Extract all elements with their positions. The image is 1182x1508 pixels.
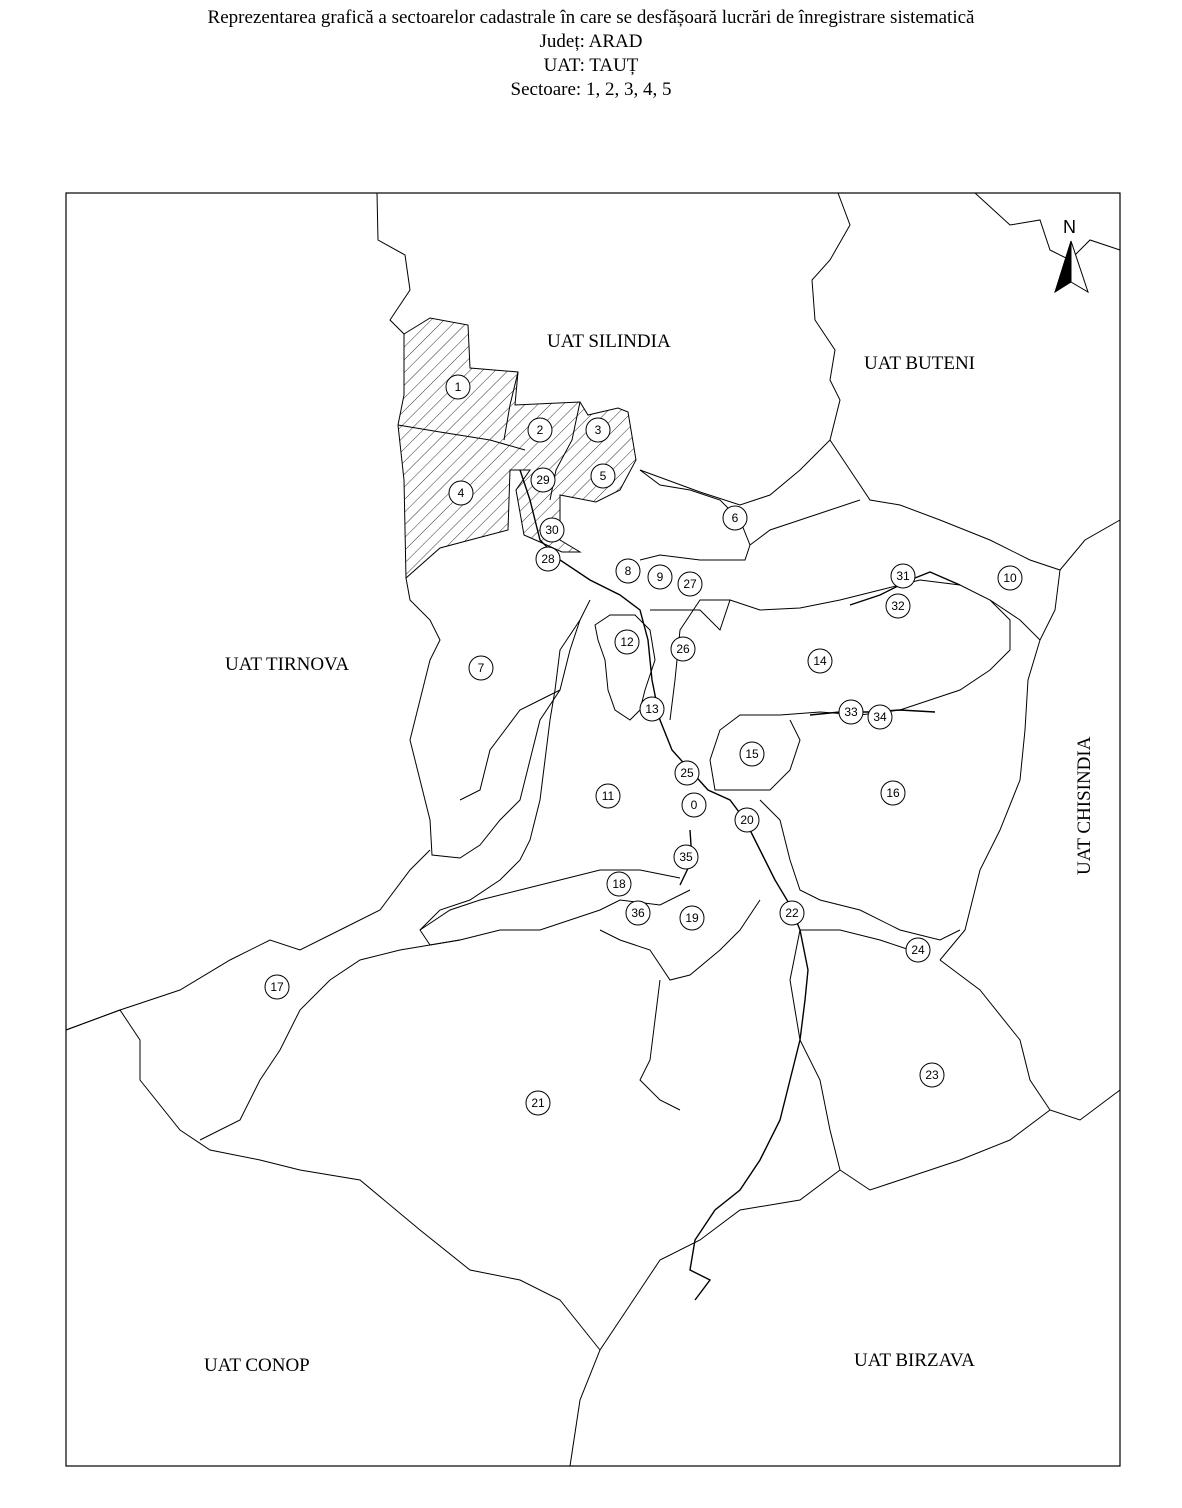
sector-marker-16 (881, 781, 905, 805)
sector-marker-14 (808, 649, 832, 673)
sector-marker-3 (586, 418, 610, 442)
sector-marker-27 (678, 572, 702, 596)
neighbour-label-chisindia: UAT CHISINDIA (1074, 736, 1095, 875)
sector-marker-33 (839, 700, 863, 724)
sector-number: 19 (685, 911, 699, 925)
sector-marker-30 (540, 518, 564, 542)
boundary-tirnova-conop (66, 850, 430, 1030)
sector-7-boundary (460, 690, 560, 800)
sector-marker-23 (920, 1063, 944, 1087)
neighbour-label-birzava: UAT BIRZAVA (854, 1350, 975, 1371)
river-main (520, 470, 808, 1300)
sector-marker-22 (780, 901, 804, 925)
sector-marker-19 (680, 906, 704, 930)
neighbour-label-conop: UAT CONOP (204, 1355, 310, 1376)
sector-number: 30 (545, 523, 559, 537)
neighbour-label-silindia: UAT SILINDIA (547, 331, 671, 352)
sector-number: 20 (740, 813, 754, 827)
boundary-birzava-west (790, 930, 1050, 1190)
sector-27-boundary (640, 500, 860, 560)
sector-number: 13 (645, 702, 659, 716)
sector-number: 27 (683, 577, 697, 591)
sector-marker-35 (674, 845, 698, 869)
boundary-buteni-east (830, 440, 1120, 570)
sector-number: 25 (680, 766, 694, 780)
sector-number: 6 (731, 511, 739, 525)
boundary-chisindia (940, 570, 1060, 960)
sector-marker-17 (265, 975, 289, 999)
sector-21-boundary (640, 980, 680, 1110)
sector-17-boundary (200, 940, 460, 1140)
sector-10-boundary (990, 600, 1040, 640)
sector-number: 14 (813, 654, 827, 668)
title-line-sectors: Sectoare: 1, 2, 3, 4, 5 (510, 79, 672, 100)
sector-marker-5 (591, 464, 615, 488)
boundary-silindia-buteni (640, 193, 850, 505)
sector-number: 0 (690, 798, 698, 812)
north-arrow-label: N (1063, 217, 1076, 237)
sector-14-boundary (710, 580, 1010, 760)
sector-markers (265, 375, 1022, 1115)
sector-number: 9 (656, 570, 664, 584)
sector-number: 16 (886, 786, 900, 800)
title-line-county: Județ: ARAD (539, 31, 643, 52)
sector-number: 33 (844, 705, 858, 719)
sector-number: 3 (594, 423, 602, 437)
sector-marker-12 (615, 630, 639, 654)
sector-19-boundary (600, 900, 760, 980)
sector-number: 5 (599, 469, 607, 483)
sector-number: 26 (676, 642, 690, 656)
sector-marker-1 (446, 375, 470, 399)
sector-marker-8 (616, 559, 640, 583)
boundary-silindia-tirnova (377, 193, 410, 334)
sector-marker-0 (682, 793, 706, 817)
sector-marker-29 (531, 468, 555, 492)
sector-marker-36 (626, 901, 650, 925)
north-arrow-left-half (1055, 241, 1071, 292)
sector-number: 17 (270, 980, 284, 994)
sector-marker-2 (528, 418, 552, 442)
north-arrow-right-half (1071, 241, 1088, 292)
sector-marker-13 (640, 697, 664, 721)
sector-18-boundary (540, 890, 690, 930)
sector-23-boundary (800, 930, 910, 950)
sector-marker-20 (735, 808, 759, 832)
boundary-conop-birzava (570, 1170, 840, 1466)
boundary-tirnova-taut (406, 578, 590, 858)
boundary-conop (66, 1010, 600, 1350)
boundary-birzava-east (940, 960, 1120, 1120)
sector-number: 32 (891, 599, 905, 613)
title-line-1: Reprezentarea grafică a sectoarelor cadastrale în care se desfășoară lucrări de înregistrare sistematică (207, 7, 975, 28)
sector-marker-9 (648, 565, 672, 589)
sector-number: 22 (785, 906, 799, 920)
sector-marker-24 (906, 938, 930, 962)
sector-number: 23 (925, 1068, 939, 1082)
sector-marker-18 (607, 872, 631, 896)
sector-11-west (420, 620, 580, 945)
sector-number: 34 (873, 710, 887, 724)
sector-number: 8 (624, 564, 632, 578)
sector-marker-6 (723, 506, 747, 530)
sector-marker-25 (675, 761, 699, 785)
sector-number: 10 (1003, 571, 1017, 585)
sector-marker-10 (998, 566, 1022, 590)
sector-marker-15 (740, 742, 764, 766)
sector-number: 1 (454, 380, 462, 394)
sector-number: 2 (536, 423, 544, 437)
sector-marker-34 (868, 705, 892, 729)
sector-number: 35 (679, 850, 693, 864)
sector-marker-21 (526, 1091, 550, 1115)
boundary-buteni-chisindia-north (975, 193, 1120, 260)
sector-number: 18 (612, 877, 626, 891)
sector-number: 36 (631, 906, 645, 920)
sector-number: 21 (531, 1096, 545, 1110)
sector-marker-32 (886, 594, 910, 618)
sector-number: 7 (477, 661, 485, 675)
sector-number: 31 (896, 569, 910, 583)
sector-number: 4 (457, 486, 465, 500)
map-frame (66, 193, 1120, 1466)
sector-marker-11 (596, 784, 620, 808)
sector-number: 11 (601, 789, 615, 803)
sector-marker-28 (536, 547, 560, 571)
sector-number: 28 (541, 552, 555, 566)
sector-number: 12 (620, 635, 634, 649)
sector-marker-26 (671, 637, 695, 661)
sector-marker-31 (891, 564, 915, 588)
sector-marker-7 (469, 656, 493, 680)
sector-number: 15 (745, 747, 759, 761)
sector-marker-4 (449, 481, 473, 505)
neighbour-label-buteni: UAT BUTENI (864, 353, 976, 374)
neighbour-label-tirnova: UAT TIRNOVA (225, 654, 350, 675)
sector-number: 29 (536, 473, 550, 487)
sector-number: 24 (911, 943, 925, 957)
title-line-uat: UAT: TAUȚ (543, 55, 639, 76)
